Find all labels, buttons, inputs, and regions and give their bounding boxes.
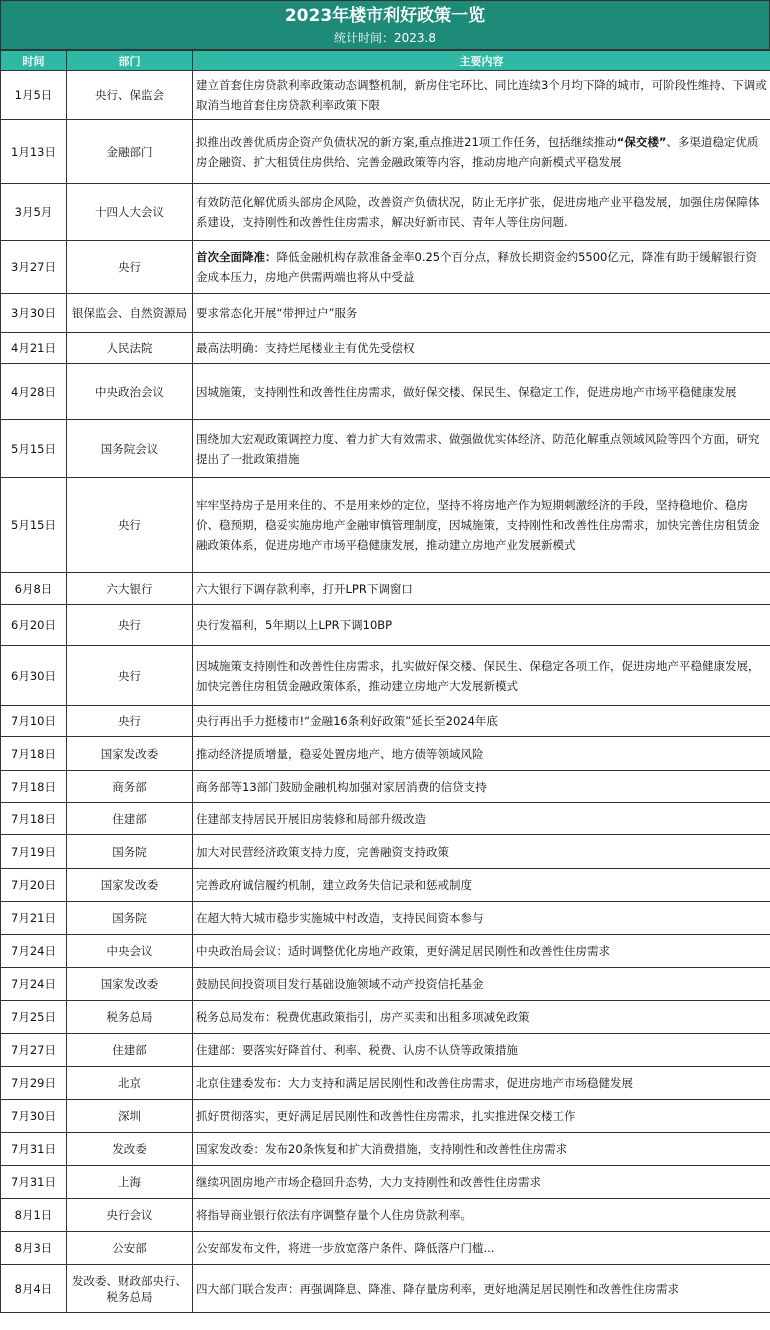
row-date: 7月29日 (1, 1067, 67, 1100)
row-date: 7月31日 (1, 1133, 67, 1166)
row-date: 4月21日 (1, 333, 67, 364)
row-content: 商务部等13部门鼓励金融机构加强对家居消费的信贷支持 (193, 771, 770, 803)
row-department: 六大银行 (67, 573, 193, 605)
row-department: 央行会议 (67, 1199, 193, 1232)
row-date: 3月27日 (1, 241, 67, 294)
row-department: 住建部 (67, 1034, 193, 1067)
row-date: 7月18日 (1, 737, 67, 771)
row-date: 7月27日 (1, 1034, 67, 1067)
table-row (1, 771, 770, 803)
row-date: 8月3日 (1, 1232, 67, 1265)
row-content (193, 241, 770, 294)
row-content: 有效防范化解优质头部房企风险，改善资产负债状况，防止无序扩张，促进房地产业平稳发展，加强住房保障体系建设，支持刚性和改善性住房需求，解决好新市民、青年人等住房问题. (193, 184, 770, 241)
row-department: 住建部 (67, 803, 193, 835)
row-content: 六大银行下调存款利率，打开LPR下调窗口 (193, 573, 770, 605)
row-content: 最高法明确：支持烂尾楼业主有优先受偿权 (193, 333, 770, 364)
row-date: 1月13日 (1, 120, 67, 184)
row-date: 7月19日 (1, 835, 67, 869)
row-date: 7月10日 (1, 706, 67, 737)
row-department: 国务院 (67, 835, 193, 869)
table-row (1, 1067, 770, 1100)
row-content: 牢牢坚持房子是用来住的、不是用来炒的定位，坚持不将房地产作为短期刺激经济的手段，坚持稳地价、稳房价、稳预期，稳妥实施房地产金融审慎管理制度，因城施策，支持刚性和改善性住房需求，加快完善住房租赁金融政策体系，促进房地产市场平稳健康发展，推动建立房地产业发展新模式 (193, 478, 770, 573)
row-date: 7月18日 (1, 771, 67, 803)
row-content: 围绕加大宏观政策调控力度、着力扩大有效需求、做强做优实体经济、防范化解重点领域风险等四个方面，研究提出了一批政策措施 (193, 420, 770, 478)
row-date: 7月24日 (1, 935, 67, 968)
table-row (1, 1100, 770, 1133)
row-content: 税务总局发布：税费优惠政策指引，房产买卖和出租多项减免政策 (193, 1001, 770, 1034)
row-department: 税务总局 (67, 1001, 193, 1034)
table-row (1, 333, 770, 364)
table-row (1, 71, 770, 120)
row-department: 金融部门 (67, 120, 193, 184)
row-date: 5月15日 (1, 420, 67, 478)
column-header-time: 时间 (1, 51, 67, 71)
row-content: 加大对民营经济政策支持力度，完善融资支持政策 (193, 835, 770, 869)
row-content: 建立首套住房贷款利率政策动态调整机制，新房住宅环比、同比连续3个月均下降的城市，可阶段性维持、下调或取消当地首套住房贷款利率政策下限 (193, 71, 770, 120)
row-department: 国务院 (67, 902, 193, 935)
row-content: 抓好贯彻落实，更好满足居民刚性和改善性住房需求，扎实推进保交楼工作 (193, 1100, 770, 1133)
table-row (1, 573, 770, 605)
table-row (1, 1133, 770, 1166)
row-department: 商务部 (67, 771, 193, 803)
table-row (1, 1166, 770, 1199)
row-content: 央行发福利，5年期以上LPR下调10BP (193, 605, 770, 646)
row-content: 住建部支持居民开展旧房装修和局部升级改造 (193, 803, 770, 835)
row-department: 国家发改委 (67, 737, 193, 771)
table-row (1, 935, 770, 968)
row-content: 在超大特大城市稳步实施城中村改造，支持民间资本参与 (193, 902, 770, 935)
table-row (1, 420, 770, 478)
table-row (1, 646, 770, 706)
row-department: 央行 (67, 478, 193, 573)
table-row (1, 1001, 770, 1034)
row-department: 央行、保监会 (67, 71, 193, 120)
row-content: 完善政府诚信履约机制，建立政务失信记录和惩戒制度 (193, 869, 770, 902)
table-row (1, 902, 770, 935)
row-date: 7月30日 (1, 1100, 67, 1133)
content-text: 拟推出改善优质房企资产负债状况的新方案,重点推进21项工作任务，包括继续推动 (196, 134, 617, 149)
row-date: 8月4日 (1, 1265, 67, 1313)
row-content: 中央政治局会议：适时调整优化房地产政策，更好满足居民刚性和改善性住房需求 (193, 935, 770, 968)
table-row (1, 120, 770, 184)
row-department: 十四人大会议 (67, 184, 193, 241)
table-row (1, 737, 770, 771)
row-date: 7月18日 (1, 803, 67, 835)
row-department: 央行 (67, 605, 193, 646)
row-content: 要求常态化开展“带押过户”服务 (193, 294, 770, 333)
sheet-subtitle: 统计时间：2023.8 (334, 31, 436, 45)
row-content: 因城施策，支持刚性和改善性住房需求，做好保交楼、保民生、保稳定工作，促进房地产市场平稳健康发展 (193, 364, 770, 420)
row-department: 中央政治会议 (67, 364, 193, 420)
table-row (1, 294, 770, 333)
row-department: 人民法院 (67, 333, 193, 364)
content-emphasis: 首次全面降准： (196, 250, 277, 264)
table-row (1, 605, 770, 646)
row-date: 6月8日 (1, 573, 67, 605)
table-row (1, 184, 770, 241)
table-row (1, 1232, 770, 1265)
table-row (1, 241, 770, 294)
column-header-content: 主要内容 (193, 51, 770, 71)
row-content (193, 120, 770, 184)
table-row (1, 706, 770, 737)
table-row (1, 869, 770, 902)
row-date: 3月30日 (1, 294, 67, 333)
row-date: 7月21日 (1, 902, 67, 935)
row-date: 7月20日 (1, 869, 67, 902)
row-content: 继续巩固房地产市场企稳回升态势，大力支持刚性和改善性住房需求 (193, 1166, 770, 1199)
row-department: 央行 (67, 241, 193, 294)
table-row (1, 803, 770, 835)
content-text: 、多渠道稳定优质房企融资、扩大租赁住房供给、完善金融政策等内容，推动房地产向新模式平稳发展 (196, 134, 759, 169)
row-department: 发改委 (67, 1133, 193, 1166)
title-band (0, 0, 770, 50)
content-text: 降低金融机构存款准备金率0.25个百分点，释放长期资金约5500亿元，降准有助于缓解银行资金成本压力，房地产供需两端也将从中受益 (196, 250, 757, 284)
row-date: 6月30日 (1, 646, 67, 706)
table-row (1, 968, 770, 1001)
sheet-title: 2023年楼市利好政策一览 (284, 6, 486, 26)
header-row (1, 51, 770, 71)
row-content: 因城施策支持刚性和改善性住房需求，扎实做好保交楼、保民生、保稳定各项工作，促进房地产平稳健康发展，加快完善住房租赁金融政策体系，推动建立房地产大发展新模式 (193, 646, 770, 706)
table-row (1, 1034, 770, 1067)
row-content: 公安部发布文件，将进一步放宽落户条件、降低落户门槛... (193, 1232, 770, 1265)
row-department: 央行 (67, 706, 193, 737)
row-content: 推动经济提质增量，稳妥处置房地产、地方债等领域风险 (193, 737, 770, 771)
column-header-dept: 部门 (67, 51, 193, 71)
row-department: 上海 (67, 1166, 193, 1199)
row-department: 央行 (67, 646, 193, 706)
row-department: 国家发改委 (67, 869, 193, 902)
row-date: 3月5月 (1, 184, 67, 241)
row-content: 国家发改委：发布20条恢复和扩大消费措施，支持刚性和改善性住房需求 (193, 1133, 770, 1166)
table-row (1, 364, 770, 420)
row-department: 深圳 (67, 1100, 193, 1133)
row-department: 北京 (67, 1067, 193, 1100)
row-date: 5月15日 (1, 478, 67, 573)
table-body (1, 71, 770, 1313)
row-date: 4月28日 (1, 364, 67, 420)
row-date: 7月31日 (1, 1166, 67, 1199)
row-content: 北京住建委发布：大力支持和满足居民刚性和改善住房需求，促进房地产市场稳健发展 (193, 1067, 770, 1100)
row-content: 将指导商业银行依法有序调整存量个人住房贷款利率。 (193, 1199, 770, 1232)
row-date: 6月20日 (1, 605, 67, 646)
row-date: 1月5日 (1, 71, 67, 120)
policy-table (0, 50, 770, 1313)
row-date: 7月25日 (1, 1001, 67, 1034)
row-department: 公安部 (67, 1232, 193, 1265)
table-row (1, 835, 770, 869)
table-row (1, 1199, 770, 1232)
row-department: 国家发改委 (67, 968, 193, 1001)
row-department: 发改委、财政部央行、税务总局 (67, 1265, 193, 1313)
row-department: 银保监会、自然资源局 (67, 294, 193, 333)
row-department: 中央会议 (67, 935, 193, 968)
row-date: 7月24日 (1, 968, 67, 1001)
table-row (1, 1265, 770, 1313)
row-content: 住建部：要落实好降首付、利率、税费、认房不认贷等政策措施 (193, 1034, 770, 1067)
row-content: 央行再出手力挺楼市!“金融16条利好政策”延长至2024年底 (193, 706, 770, 737)
row-content: 鼓励民间投资项目发行基础设施领域不动产投资信托基金 (193, 968, 770, 1001)
table-row (1, 478, 770, 573)
row-content: 四大部门联合发声：再强调降息、降准、降存量房利率，更好地满足居民刚性和改善性住房需求 (193, 1265, 770, 1313)
row-department: 国务院会议 (67, 420, 193, 478)
row-date: 8月1日 (1, 1199, 67, 1232)
content-emphasis: “保交楼” (616, 134, 667, 149)
